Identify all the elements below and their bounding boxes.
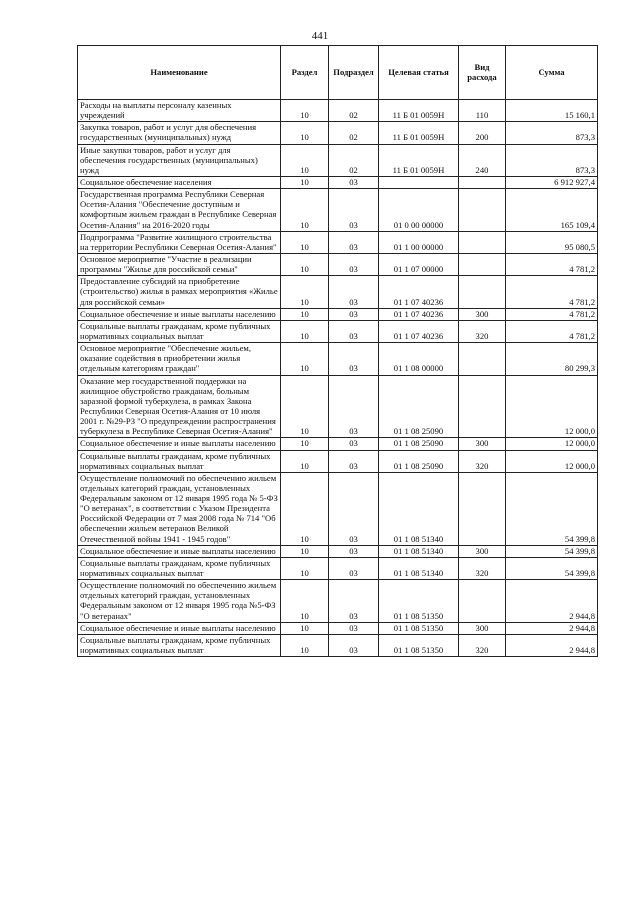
table-row <box>78 450 598 472</box>
row-expense-type <box>459 253 506 275</box>
row-target-article: 01 1 07 40236 <box>379 320 459 342</box>
row-name: Основное мероприятие "Обеспечение жильем, оказание содействия в приобретении жилья отдельным категориям граждан" <box>78 343 281 375</box>
row-subsection: 02 <box>329 144 379 176</box>
row-section: 10 <box>281 438 329 450</box>
row-subsection: 03 <box>329 189 379 232</box>
table-row <box>78 308 598 320</box>
row-section: 10 <box>281 634 329 656</box>
row-amount: 873,3 <box>506 144 598 176</box>
table-row <box>78 472 598 545</box>
row-target-article: 11 Б 01 0059Н <box>379 100 459 122</box>
row-subsection: 03 <box>329 375 379 438</box>
row-target-article: 11 Б 01 0059Н <box>379 144 459 176</box>
table-row <box>78 100 598 122</box>
row-section: 10 <box>281 176 329 188</box>
row-target-article: 01 1 07 00000 <box>379 253 459 275</box>
row-expense-type <box>459 375 506 438</box>
row-section: 10 <box>281 100 329 122</box>
row-section: 10 <box>281 122 329 144</box>
header-amount: Сумма <box>506 46 598 100</box>
row-name: Социальное обеспечение и иные выплаты населению <box>78 622 281 634</box>
header-subsection: Подраздел <box>329 46 379 100</box>
row-subsection: 03 <box>329 472 379 545</box>
row-name: Социальные выплаты гражданам, кроме публичных нормативных социальных выплат <box>78 634 281 656</box>
table-row <box>78 189 598 232</box>
row-amount: 2 944,8 <box>506 622 598 634</box>
row-amount: 54 399,8 <box>506 557 598 579</box>
table-row <box>78 634 598 656</box>
row-expense-type: 300 <box>459 308 506 320</box>
row-section: 10 <box>281 144 329 176</box>
row-subsection: 03 <box>329 276 379 308</box>
row-expense-type <box>459 276 506 308</box>
row-amount: 2 944,8 <box>506 580 598 623</box>
row-subsection: 03 <box>329 634 379 656</box>
row-name: Закупка товаров, работ и услуг для обеспечения государственных (муниципальных) нужд <box>78 122 281 144</box>
budget-table <box>77 45 598 657</box>
row-expense-type <box>459 176 506 188</box>
row-target-article: 11 Б 01 0059Н <box>379 122 459 144</box>
row-target-article: 01 1 08 00000 <box>379 343 459 375</box>
header-target-article: Целевая статья <box>379 46 459 100</box>
row-expense-type: 320 <box>459 634 506 656</box>
header-name: Наименование <box>78 46 281 100</box>
row-section: 10 <box>281 375 329 438</box>
row-subsection: 03 <box>329 231 379 253</box>
row-target-article: 01 1 07 40236 <box>379 308 459 320</box>
row-subsection: 03 <box>329 176 379 188</box>
row-target-article: 01 0 00 00000 <box>379 189 459 232</box>
row-name: Подпрограмма "Развитие жилищного строительства на территории Республики Северная Осетия-Алания" <box>78 231 281 253</box>
row-target-article: 01 1 08 51340 <box>379 545 459 557</box>
row-name: Социальные выплаты гражданам, кроме публичных нормативных социальных выплат <box>78 557 281 579</box>
row-expense-type: 320 <box>459 450 506 472</box>
row-subsection: 03 <box>329 320 379 342</box>
row-section: 10 <box>281 557 329 579</box>
table-row <box>78 545 598 557</box>
row-target-article: 01 1 08 51340 <box>379 472 459 545</box>
row-amount: 15 160,1 <box>506 100 598 122</box>
row-target-article: 01 1 08 51350 <box>379 580 459 623</box>
row-name: Основное мероприятие "Участие в реализации программы "Жилье для российской семьи" <box>78 253 281 275</box>
row-expense-type <box>459 472 506 545</box>
table-header-row <box>78 46 598 100</box>
row-section: 10 <box>281 580 329 623</box>
row-expense-type: 320 <box>459 557 506 579</box>
row-amount: 95 080,5 <box>506 231 598 253</box>
row-subsection: 03 <box>329 545 379 557</box>
row-name: Расходы на выплаты персоналу казенных учреждений <box>78 100 281 122</box>
row-section: 10 <box>281 343 329 375</box>
row-section: 10 <box>281 231 329 253</box>
row-subsection: 03 <box>329 343 379 375</box>
row-expense-type: 300 <box>459 622 506 634</box>
row-amount: 12 000,0 <box>506 438 598 450</box>
row-name: Осуществление полномочий по обеспечению жильем отдельных категорий граждан, установленных Федеральным законом от 12 января 1995 года №5-ФЗ "О ветеранах" <box>78 580 281 623</box>
row-name: Социальное обеспечение населения <box>78 176 281 188</box>
row-section: 10 <box>281 545 329 557</box>
row-amount: 873,3 <box>506 122 598 144</box>
row-target-article: 01 1 08 51350 <box>379 622 459 634</box>
row-target-article: 01 1 08 51340 <box>379 557 459 579</box>
row-expense-type: 240 <box>459 144 506 176</box>
row-section: 10 <box>281 189 329 232</box>
row-subsection: 03 <box>329 557 379 579</box>
row-expense-type: 300 <box>459 545 506 557</box>
row-target-article: 01 1 07 40236 <box>379 276 459 308</box>
table-row <box>78 144 598 176</box>
table-row <box>78 231 598 253</box>
row-expense-type <box>459 189 506 232</box>
row-target-article: 01 1 08 25090 <box>379 450 459 472</box>
row-amount: 54 399,8 <box>506 545 598 557</box>
row-name: Иные закупки товаров, работ и услуг для обеспечения государственных (муниципальных) нужд <box>78 144 281 176</box>
row-amount: 4 781,2 <box>506 308 598 320</box>
header-expense-type: Вид расхода <box>459 46 506 100</box>
table-row <box>78 375 598 438</box>
row-amount: 12 000,0 <box>506 375 598 438</box>
row-subsection: 03 <box>329 450 379 472</box>
row-amount: 54 399,8 <box>506 472 598 545</box>
table-row <box>78 343 598 375</box>
row-amount: 4 781,2 <box>506 320 598 342</box>
table-row <box>78 438 598 450</box>
row-amount: 4 781,2 <box>506 253 598 275</box>
row-expense-type: 300 <box>459 438 506 450</box>
row-section: 10 <box>281 472 329 545</box>
row-name: Социальное обеспечение и иные выплаты населению <box>78 438 281 450</box>
table-row <box>78 276 598 308</box>
row-subsection: 03 <box>329 622 379 634</box>
table-row <box>78 580 598 623</box>
row-expense-type: 110 <box>459 100 506 122</box>
row-expense-type <box>459 580 506 623</box>
table-row <box>78 122 598 144</box>
row-name: Социальные выплаты гражданам, кроме публичных нормативных социальных выплат <box>78 320 281 342</box>
row-amount: 4 781,2 <box>506 276 598 308</box>
row-amount: 2 944,8 <box>506 634 598 656</box>
row-section: 10 <box>281 320 329 342</box>
row-subsection: 02 <box>329 122 379 144</box>
row-subsection: 03 <box>329 308 379 320</box>
row-name: Социальные выплаты гражданам, кроме публичных нормативных социальных выплат <box>78 450 281 472</box>
row-subsection: 03 <box>329 580 379 623</box>
row-amount: 12 000,0 <box>506 450 598 472</box>
row-expense-type: 200 <box>459 122 506 144</box>
row-amount: 6 912 927,4 <box>506 176 598 188</box>
row-section: 10 <box>281 276 329 308</box>
row-name: Оказание мер государственной поддержки на жилищное обустройство гражданам, больным заразной формой туберкулеза, в рамках Закона Республики Северная Осетия-Алания от 10 июля 2001 г. №29-РЗ "О предупреждении распространения туберкулеза в Республике Северная Осетия-Алания" <box>78 375 281 438</box>
row-name: Социальное обеспечение и иные выплаты населению <box>78 308 281 320</box>
row-section: 10 <box>281 622 329 634</box>
row-section: 10 <box>281 308 329 320</box>
row-amount: 165 109,4 <box>506 189 598 232</box>
row-section: 10 <box>281 253 329 275</box>
table-row <box>78 253 598 275</box>
row-name: Предоставление субсидий на приобретение (строительство) жилья в рамках мероприятия «Жилье для российской семьи» <box>78 276 281 308</box>
row-name: Государственная программа Республики Северная Осетия-Алания "Обеспечение доступным и комфортным жильем граждан в Республике Северная Осетия-Алания" на 2016-2020 годы <box>78 189 281 232</box>
table-row <box>78 557 598 579</box>
header-section: Раздел <box>281 46 329 100</box>
table-row <box>78 622 598 634</box>
row-name: Социальное обеспечение и иные выплаты населению <box>78 545 281 557</box>
row-target-article: 01 1 08 25090 <box>379 375 459 438</box>
row-expense-type: 320 <box>459 320 506 342</box>
row-expense-type <box>459 231 506 253</box>
row-amount: 80 299,3 <box>506 343 598 375</box>
row-subsection: 02 <box>329 100 379 122</box>
row-target-article <box>379 176 459 188</box>
row-target-article: 01 1 08 51350 <box>379 634 459 656</box>
table-row <box>78 176 598 188</box>
row-subsection: 03 <box>329 438 379 450</box>
row-target-article: 01 1 08 25090 <box>379 438 459 450</box>
row-section: 10 <box>281 450 329 472</box>
row-subsection: 03 <box>329 253 379 275</box>
row-target-article: 01 1 00 00000 <box>379 231 459 253</box>
row-name: Осуществление полномочий по обеспечению жильем отдельных категорий граждан, установленных Федеральным законом от 12 января 1995 года № 5-ФЗ "О ветеранах", в соответствии с Указом Президента Российской Федерации от 7 мая 2008 года № 714 "Об обеспечении жильем ветеранов Великой Отечественной войны 1941 - 1945 годов" <box>78 472 281 545</box>
row-expense-type <box>459 343 506 375</box>
page-number: 441 <box>311 30 329 42</box>
table-row <box>78 320 598 342</box>
